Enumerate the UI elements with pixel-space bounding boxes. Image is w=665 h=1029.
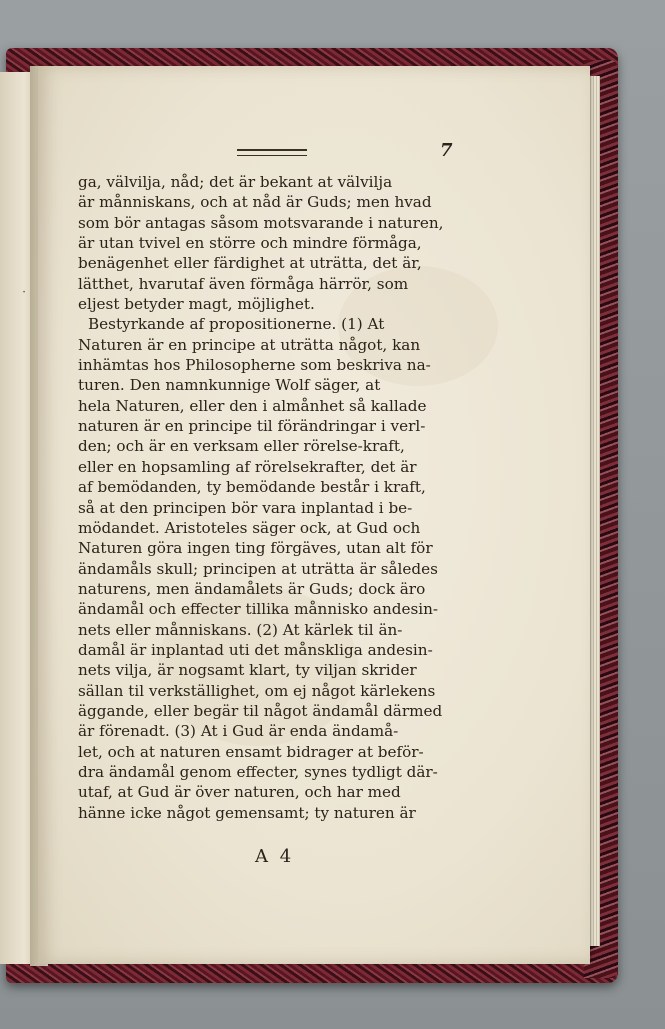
text-line: äggande, eller begär til något ändamål därmed: [78, 701, 443, 720]
text-line: dra ändamål genom effecter, synes tydligt där-: [78, 762, 438, 781]
text-line: benägenhet eller färdighet at uträtta, det är,: [78, 254, 422, 273]
margin-mark: ·: [22, 285, 27, 300]
text-line: sällan til verkställighet, om ej något kärlekens: [78, 681, 436, 700]
text-line: utaf, at Gud är över naturen, och har med: [78, 783, 401, 802]
signature-mark: A 4: [255, 846, 295, 867]
text-line: hela Naturen, eller den i almånhet så kallade: [78, 396, 427, 415]
text-line: som bör antagas såsom motsvarande i naturen,: [78, 213, 444, 232]
text-line: Bestyrkande af propositionerne. (1) At: [88, 315, 385, 334]
text-line: är månniskans, och at nåd är Guds; men hvad: [78, 193, 432, 212]
page-number: 7: [440, 140, 453, 161]
text-line: lätthet, hvarutaf även förmåga härrör, som: [78, 274, 409, 293]
text-line: ga, välvilja, nåd; det är bekant at välvilja: [78, 173, 393, 191]
text-line: ändamål och effecter tillika månnisko andesin-: [78, 600, 439, 619]
text-line: ändamåls skull; principen at uträtta är således: [78, 559, 438, 578]
text-line: af bemödanden, ty bemödande består i kraft,: [78, 478, 426, 497]
text-line: eljest betyder magt, möjlighet.: [78, 295, 315, 314]
header-rule: [237, 149, 307, 156]
text-line: naturen är en principe til förändringar i verl-: [78, 417, 426, 436]
text-line: hänne icke något gemensamt; ty naturen är: [78, 803, 416, 822]
text-line: eller en hopsamling af rörelsekrafter, det är: [78, 457, 417, 476]
text-line: nets vilja, är nogsamt klart, ty viljan skrider: [78, 661, 417, 680]
text-line: turen. Den namnkunnige Wolf säger, at: [78, 376, 381, 395]
text-line: den; och är en verksam eller rörelse-kraft,: [78, 437, 405, 456]
text-line: Naturen göra ingen ting förgäves, utan alt för: [78, 539, 433, 558]
text-line: inhämtas hos Philosopherne som beskriva na-: [78, 356, 431, 375]
text-line: let, och at naturen ensamt bidrager at beför-: [78, 742, 424, 761]
text-line: Naturen är en principe at uträtta något, kan: [78, 335, 421, 354]
body-text: [78, 172, 458, 823]
text-line: nets eller månniskans. (2) At kärlek til än-: [78, 620, 403, 639]
text-line: är förenadt. (3) At i Gud är enda ändamå-: [78, 722, 399, 741]
text-line: damål är inplantad uti det månskliga andesin-: [78, 640, 433, 659]
text-line: mödandet. Aristoteles säger ock, at Gud och: [78, 518, 421, 537]
text-line: så at den principen bör vara inplantad i be-: [78, 498, 413, 517]
text-line: är utan tvivel en större och mindre förmåga,: [78, 234, 422, 253]
text-line: naturens, men ändamålets är Guds; dock äro: [78, 579, 426, 598]
